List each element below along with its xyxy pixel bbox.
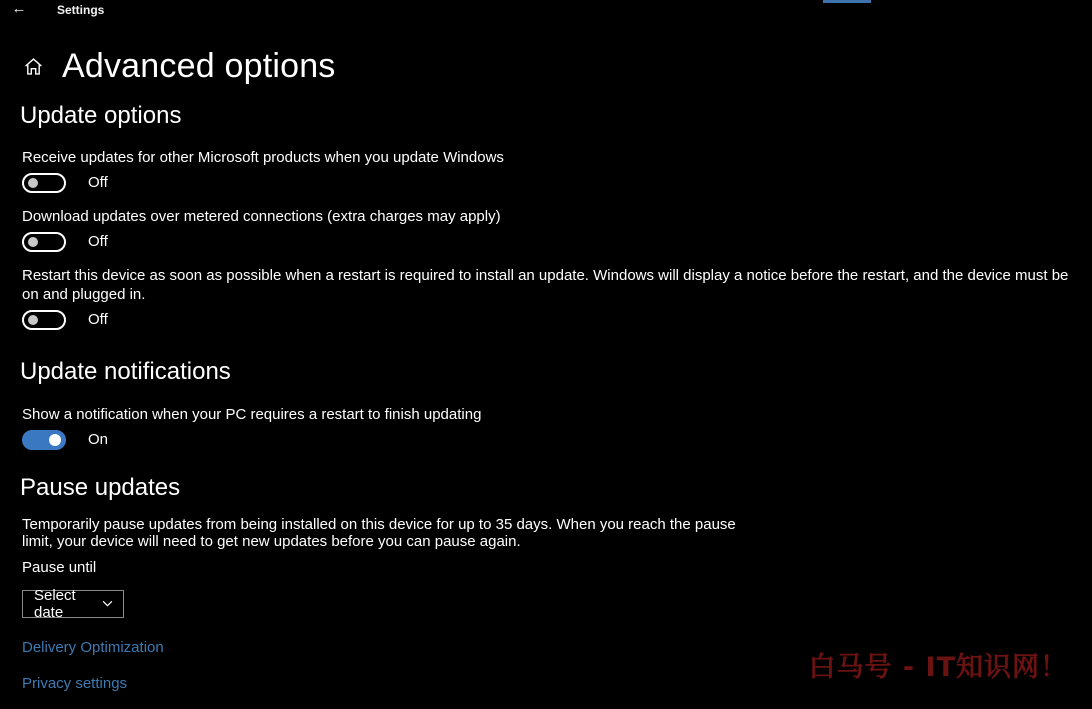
toggle-state-label: Off [88,311,108,329]
section-heading-update-notifications: Update notifications [20,357,231,385]
advanced-options-page [0,46,1092,692]
toggle-state-label: Off [88,233,108,251]
section-heading-update-options: Update options [20,101,182,129]
top-bar [0,0,1092,20]
page-title: Advanced options [62,47,336,85]
top-accent-strip [823,0,871,3]
setting-row-metered-connections [22,207,1070,252]
toggle-knob [28,178,38,188]
toggle-knob [28,315,38,325]
toggle-state-label: Off [88,174,108,192]
back-arrow-icon[interactable]: ← [11,0,27,17]
setting-label: Restart this device as soon as possible when a restart is required to install an update. Windows will display a notice before the restart, and the device must be on and plugged in. [22,266,1069,303]
pause-updates-description: Temporarily pause updates from being installed on this device for up to 35 days. When you reach the pause limit, your device will need to get new updates before you can pause again. [22,515,736,550]
setting-label: Receive updates for other Microsoft products when you update Windows [22,148,504,166]
home-icon [23,56,44,77]
toggle-state-label: On [88,431,109,449]
setting-row-restart-notification [22,405,1070,450]
toggle-knob [49,434,61,446]
chevron-down-icon [102,600,113,607]
setting-row-receive-updates [22,148,1070,193]
toggle-restart-notification[interactable] [22,430,66,450]
select-date-dropdown[interactable] [22,586,124,621]
privacy-settings-link[interactable]: Privacy settings [22,674,128,692]
toggle-restart-asap[interactable] [22,310,66,330]
pause-until-label: Pause until [22,558,97,576]
setting-row-restart-asap [22,266,1070,330]
window-title: Settings [57,3,105,17]
watermark-text: 白马号 - IT知识网！ [808,652,1068,683]
setting-label: Show a notification when your PC requires a restart to finish updating [22,405,482,423]
delivery-optimization-link[interactable]: Delivery Optimization [22,638,164,656]
toggle-metered-connections[interactable] [22,232,66,252]
setting-label: Download updates over metered connections (extra charges may apply) [22,207,501,225]
toggle-receive-updates[interactable] [22,173,66,193]
toggle-knob [28,237,38,247]
page-header [23,46,1070,87]
section-heading-pause-updates: Pause updates [20,473,181,501]
select-date-value: Select date [34,586,76,621]
